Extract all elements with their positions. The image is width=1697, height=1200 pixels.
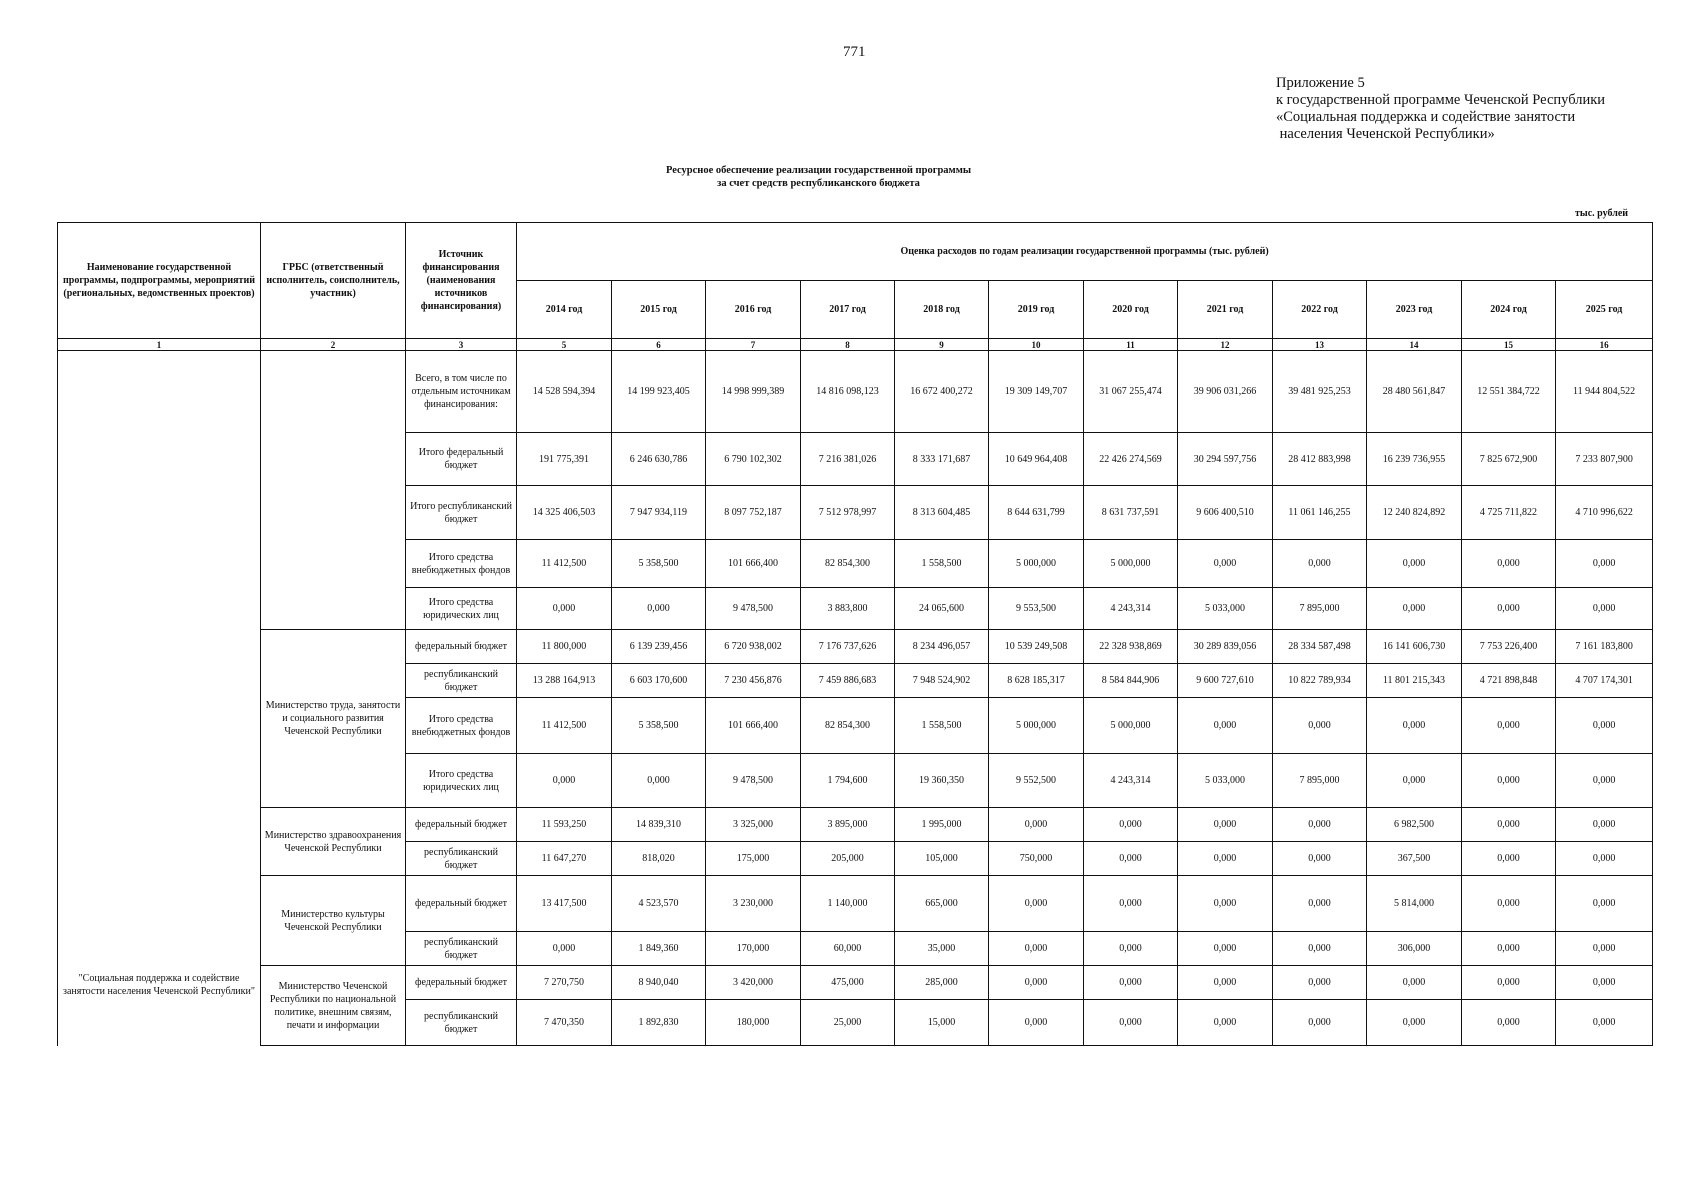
units-label: тыс. рублей [1575, 208, 1629, 219]
value-cell: 0,000 [1462, 754, 1556, 808]
value-cell: 0,000 [989, 1000, 1084, 1046]
value-cell: 0,000 [1273, 540, 1367, 588]
value-cell: 13 417,500 [517, 876, 612, 932]
value-cell: 0,000 [1462, 540, 1556, 588]
header-row-1 [58, 223, 1653, 281]
value-cell: 4 725 711,822 [1462, 486, 1556, 540]
appendix-line-4: населения Чеченской Республики» [1276, 126, 1495, 142]
value-cell: 0,000 [1178, 698, 1273, 754]
value-cell: 0,000 [1462, 966, 1556, 1000]
value-cell: 0,000 [1556, 1000, 1653, 1046]
value-cell: 10 822 789,934 [1273, 664, 1367, 698]
column-number: 1 [58, 339, 261, 351]
column-number: 10 [989, 339, 1084, 351]
value-cell: 0,000 [1178, 808, 1273, 842]
value-cell: 750,000 [989, 842, 1084, 876]
value-cell: 13 288 164,913 [517, 664, 612, 698]
value-cell: 0,000 [1084, 842, 1178, 876]
value-cell: 82 854,300 [801, 540, 895, 588]
value-cell: 1 849,360 [612, 932, 706, 966]
value-cell: 14 199 923,405 [612, 351, 706, 433]
value-cell: 8 644 631,799 [989, 486, 1084, 540]
value-cell: 0,000 [1556, 754, 1653, 808]
value-cell: 7 948 524,902 [895, 664, 989, 698]
column-number: 14 [1367, 339, 1462, 351]
program-name: "Социальная поддержка и содействие занятости населения Чеченской Республики" [58, 351, 261, 1046]
value-cell: 4 523,570 [612, 876, 706, 932]
value-cell: 0,000 [1273, 808, 1367, 842]
value-cell: 82 854,300 [801, 698, 895, 754]
column-number: 7 [706, 339, 801, 351]
value-cell: 7 753 226,400 [1462, 630, 1556, 664]
value-cell: 0,000 [1367, 588, 1462, 630]
value-cell: 0,000 [989, 808, 1084, 842]
column-number: 3 [406, 339, 517, 351]
value-cell: 3 325,000 [706, 808, 801, 842]
value-cell: 6 139 239,456 [612, 630, 706, 664]
value-cell: 0,000 [1178, 540, 1273, 588]
value-cell: 0,000 [1084, 808, 1178, 842]
value-cell: 11 800,000 [517, 630, 612, 664]
value-cell: 0,000 [1556, 808, 1653, 842]
value-cell: 170,000 [706, 932, 801, 966]
value-cell: 8 097 752,187 [706, 486, 801, 540]
value-cell: 0,000 [1556, 876, 1653, 932]
header-year: 2022 год [1273, 281, 1367, 339]
value-cell: 0,000 [1556, 842, 1653, 876]
value-cell: 31 067 255,474 [1084, 351, 1178, 433]
value-cell: 0,000 [1462, 1000, 1556, 1046]
value-cell: 1 558,500 [895, 698, 989, 754]
table-row [58, 876, 1653, 932]
value-cell: 285,000 [895, 966, 989, 1000]
value-cell: 1 995,000 [895, 808, 989, 842]
value-cell: 6 790 102,302 [706, 433, 801, 486]
value-cell: 0,000 [1462, 808, 1556, 842]
header-grbs: ГРБС (ответственный исполнитель, соисполнитель, участник) [261, 223, 406, 339]
value-cell: 22 328 938,869 [1084, 630, 1178, 664]
source-cell: республиканский бюджет [406, 932, 517, 966]
value-cell: 7 895,000 [1273, 588, 1367, 630]
value-cell: 0,000 [1273, 842, 1367, 876]
source-cell: Итого средства юридических лиц [406, 754, 517, 808]
value-cell: 665,000 [895, 876, 989, 932]
appendix-line-1: Приложение 5 [1276, 75, 1365, 91]
value-cell: 5 000,000 [1084, 540, 1178, 588]
value-cell: 7 512 978,997 [801, 486, 895, 540]
value-cell: 4 707 174,301 [1556, 664, 1653, 698]
appendix-line-2: к государственной программе Чеченской Республики [1276, 92, 1606, 108]
value-cell: 24 065,600 [895, 588, 989, 630]
value-cell: 5 000,000 [989, 698, 1084, 754]
source-cell: федеральный бюджет [406, 966, 517, 1000]
value-cell: 11 593,250 [517, 808, 612, 842]
header-year: 2025 год [1556, 281, 1653, 339]
value-cell: 11 412,500 [517, 698, 612, 754]
value-cell: 0,000 [1462, 842, 1556, 876]
value-cell: 8 234 496,057 [895, 630, 989, 664]
column-number: 13 [1273, 339, 1367, 351]
value-cell: 11 801 215,343 [1367, 664, 1462, 698]
value-cell: 0,000 [1178, 876, 1273, 932]
value-cell: 101 666,400 [706, 540, 801, 588]
value-cell: 60,000 [801, 932, 895, 966]
value-cell: 0,000 [1178, 1000, 1273, 1046]
source-cell: федеральный бюджет [406, 876, 517, 932]
value-cell: 0,000 [517, 588, 612, 630]
value-cell: 0,000 [1084, 1000, 1178, 1046]
value-cell: 0,000 [1462, 698, 1556, 754]
value-cell: 0,000 [1556, 966, 1653, 1000]
value-cell: 105,000 [895, 842, 989, 876]
value-cell: 0,000 [1178, 966, 1273, 1000]
source-cell: республиканский бюджет [406, 1000, 517, 1046]
value-cell: 0,000 [1367, 966, 1462, 1000]
value-cell: 9 478,500 [706, 588, 801, 630]
value-cell: 8 940,040 [612, 966, 706, 1000]
value-cell: 0,000 [517, 932, 612, 966]
value-cell: 7 825 672,900 [1462, 433, 1556, 486]
value-cell: 4 243,314 [1084, 754, 1178, 808]
value-cell: 0,000 [1462, 588, 1556, 630]
table-row [58, 808, 1653, 842]
value-cell: 0,000 [1367, 698, 1462, 754]
column-number: 9 [895, 339, 989, 351]
value-cell: 19 360,350 [895, 754, 989, 808]
value-cell: 7 233 807,900 [1556, 433, 1653, 486]
grbs-empty [261, 351, 406, 630]
value-cell: 0,000 [1556, 932, 1653, 966]
column-number: 15 [1462, 339, 1556, 351]
header-year: 2019 год [989, 281, 1084, 339]
value-cell: 7 459 886,683 [801, 664, 895, 698]
header-year: 2017 год [801, 281, 895, 339]
header-row-numbers [58, 339, 1653, 351]
value-cell: 14 325 406,503 [517, 486, 612, 540]
value-cell: 367,500 [1367, 842, 1462, 876]
value-cell: 8 333 171,687 [895, 433, 989, 486]
value-cell: 3 420,000 [706, 966, 801, 1000]
table-row [58, 351, 1653, 433]
value-cell: 0,000 [1273, 932, 1367, 966]
value-cell: 9 553,500 [989, 588, 1084, 630]
value-cell: 0,000 [1462, 932, 1556, 966]
value-cell: 0,000 [1084, 932, 1178, 966]
table-row [58, 966, 1653, 1000]
value-cell: 11 061 146,255 [1273, 486, 1367, 540]
value-cell: 191 775,391 [517, 433, 612, 486]
grbs-labor: Министерство труда, занятости и социального развития Чеченской Республики [261, 630, 406, 808]
value-cell: 10 539 249,508 [989, 630, 1084, 664]
value-cell: 1 140,000 [801, 876, 895, 932]
value-cell: 9 478,500 [706, 754, 801, 808]
value-cell: 0,000 [1178, 932, 1273, 966]
value-cell: 5 000,000 [989, 540, 1084, 588]
value-cell: 28 480 561,847 [1367, 351, 1462, 433]
value-cell: 10 649 964,408 [989, 433, 1084, 486]
value-cell: 28 334 587,498 [1273, 630, 1367, 664]
value-cell: 175,000 [706, 842, 801, 876]
value-cell: 180,000 [706, 1000, 801, 1046]
value-cell: 8 313 604,485 [895, 486, 989, 540]
column-number: 5 [517, 339, 612, 351]
value-cell: 39 481 925,253 [1273, 351, 1367, 433]
header-year: 2020 год [1084, 281, 1178, 339]
source-cell: Итого федеральный бюджет [406, 433, 517, 486]
column-number: 12 [1178, 339, 1273, 351]
value-cell: 3 230,000 [706, 876, 801, 932]
value-cell: 30 289 839,056 [1178, 630, 1273, 664]
value-cell: 9 606 400,510 [1178, 486, 1273, 540]
value-cell: 0,000 [1462, 876, 1556, 932]
value-cell: 0,000 [1273, 876, 1367, 932]
value-cell: 6 982,500 [1367, 808, 1462, 842]
value-cell: 1 892,830 [612, 1000, 706, 1046]
value-cell: 7 176 737,626 [801, 630, 895, 664]
value-cell: 35,000 [895, 932, 989, 966]
value-cell: 4 721 898,848 [1462, 664, 1556, 698]
value-cell: 6 720 938,002 [706, 630, 801, 664]
value-cell: 9 600 727,610 [1178, 664, 1273, 698]
grbs-culture: Министерство культуры Чеченской Республики [261, 876, 406, 966]
value-cell: 7 230 456,876 [706, 664, 801, 698]
value-cell: 7 270,750 [517, 966, 612, 1000]
value-cell: 7 161 183,800 [1556, 630, 1653, 664]
value-cell: 0,000 [989, 966, 1084, 1000]
value-cell: 0,000 [612, 588, 706, 630]
value-cell: 15,000 [895, 1000, 989, 1046]
value-cell: 4 710 996,622 [1556, 486, 1653, 540]
value-cell: 0,000 [1084, 966, 1178, 1000]
column-number: 8 [801, 339, 895, 351]
value-cell: 0,000 [1084, 876, 1178, 932]
header-source: Источник финансирования (наименования источников финансирования) [406, 223, 517, 339]
source-cell: Итого республиканский бюджет [406, 486, 517, 540]
value-cell: 12 240 824,892 [1367, 486, 1462, 540]
value-cell: 4 243,314 [1084, 588, 1178, 630]
value-cell: 16 239 736,955 [1367, 433, 1462, 486]
column-number: 6 [612, 339, 706, 351]
source-cell: федеральный бюджет [406, 808, 517, 842]
value-cell: 7 216 381,026 [801, 433, 895, 486]
value-cell: 7 895,000 [1273, 754, 1367, 808]
value-cell: 0,000 [1178, 842, 1273, 876]
value-cell: 5 000,000 [1084, 698, 1178, 754]
value-cell: 1 558,500 [895, 540, 989, 588]
value-cell: 7 947 934,119 [612, 486, 706, 540]
value-cell: 8 628 185,317 [989, 664, 1084, 698]
value-cell: 0,000 [1556, 540, 1653, 588]
value-cell: 3 895,000 [801, 808, 895, 842]
value-cell: 0,000 [1556, 588, 1653, 630]
column-number: 16 [1556, 339, 1653, 351]
value-cell: 6 246 630,786 [612, 433, 706, 486]
header-year: 2015 год [612, 281, 706, 339]
value-cell: 11 944 804,522 [1556, 351, 1653, 433]
source-cell: Итого средства юридических лиц [406, 588, 517, 630]
value-cell: 818,020 [612, 842, 706, 876]
value-cell: 39 906 031,266 [1178, 351, 1273, 433]
source-cell: Итого средства внебюджетных фондов [406, 698, 517, 754]
value-cell: 0,000 [1273, 966, 1367, 1000]
value-cell: 28 412 883,998 [1273, 433, 1367, 486]
value-cell: 5 033,000 [1178, 588, 1273, 630]
value-cell: 11 647,270 [517, 842, 612, 876]
value-cell: 5 814,000 [1367, 876, 1462, 932]
value-cell: 12 551 384,722 [1462, 351, 1556, 433]
header-name: Наименование государственной программы, подпрограммы, мероприятий (региональных, ведомственных проектов) [58, 223, 261, 339]
value-cell: 0,000 [1273, 698, 1367, 754]
value-cell: 306,000 [1367, 932, 1462, 966]
value-cell: 9 552,500 [989, 754, 1084, 808]
source-cell: республиканский бюджет [406, 842, 517, 876]
value-cell: 8 631 737,591 [1084, 486, 1178, 540]
title-line-1: Ресурсное обеспечение реализации государственной программы [665, 165, 972, 176]
value-cell: 16 672 400,272 [895, 351, 989, 433]
source-cell: Итого средства внебюджетных фондов [406, 540, 517, 588]
table-row [58, 630, 1653, 664]
value-cell: 0,000 [1273, 1000, 1367, 1046]
value-cell: 0,000 [1556, 698, 1653, 754]
source-cell: республиканский бюджет [406, 664, 517, 698]
title-line-2: за счет средств республиканского бюджета [717, 178, 920, 189]
value-cell: 5 358,500 [612, 540, 706, 588]
source-cell: федеральный бюджет [406, 630, 517, 664]
document-title [0, 164, 1697, 190]
value-cell: 8 584 844,906 [1084, 664, 1178, 698]
header-year: 2021 год [1178, 281, 1273, 339]
value-cell: 6 603 170,600 [612, 664, 706, 698]
value-cell: 0,000 [989, 932, 1084, 966]
column-number: 11 [1084, 339, 1178, 351]
value-cell: 0,000 [517, 754, 612, 808]
value-cell: 11 412,500 [517, 540, 612, 588]
value-cell: 101 666,400 [706, 698, 801, 754]
appendix-note [1276, 75, 1605, 143]
value-cell: 14 816 098,123 [801, 351, 895, 433]
value-cell: 14 528 594,394 [517, 351, 612, 433]
header-year: 2016 год [706, 281, 801, 339]
header-year: 2024 год [1462, 281, 1556, 339]
column-number: 2 [261, 339, 406, 351]
value-cell: 14 839,310 [612, 808, 706, 842]
header-year: 2023 год [1367, 281, 1462, 339]
value-cell: 7 470,350 [517, 1000, 612, 1046]
value-cell: 0,000 [1367, 1000, 1462, 1046]
value-cell: 25,000 [801, 1000, 895, 1046]
header-year: 2018 год [895, 281, 989, 339]
resource-table [57, 222, 1653, 1046]
header-estimate: Оценка расходов по годам реализации государственной программы (тыс. рублей) [517, 223, 1653, 281]
header-year: 2014 год [517, 281, 612, 339]
value-cell: 3 883,800 [801, 588, 895, 630]
appendix-line-3: «Социальная поддержка и содействие занятости [1276, 109, 1576, 125]
value-cell: 0,000 [1367, 754, 1462, 808]
grbs-health: Министерство здравоохранения Чеченской Республики [261, 808, 406, 876]
page-number: 771 [843, 44, 866, 60]
value-cell: 205,000 [801, 842, 895, 876]
value-cell: 0,000 [1367, 540, 1462, 588]
source-cell: Всего, в том числе по отдельным источникам финансирования: [406, 351, 517, 433]
value-cell: 5 358,500 [612, 698, 706, 754]
value-cell: 0,000 [989, 876, 1084, 932]
value-cell: 14 998 999,389 [706, 351, 801, 433]
value-cell: 19 309 149,707 [989, 351, 1084, 433]
value-cell: 475,000 [801, 966, 895, 1000]
value-cell: 22 426 274,569 [1084, 433, 1178, 486]
value-cell: 1 794,600 [801, 754, 895, 808]
value-cell: 5 033,000 [1178, 754, 1273, 808]
grbs-national: Министерство Чеченской Республики по национальной политике, внешним связям, печати и информации [261, 966, 406, 1046]
value-cell: 16 141 606,730 [1367, 630, 1462, 664]
value-cell: 0,000 [612, 754, 706, 808]
value-cell: 30 294 597,756 [1178, 433, 1273, 486]
